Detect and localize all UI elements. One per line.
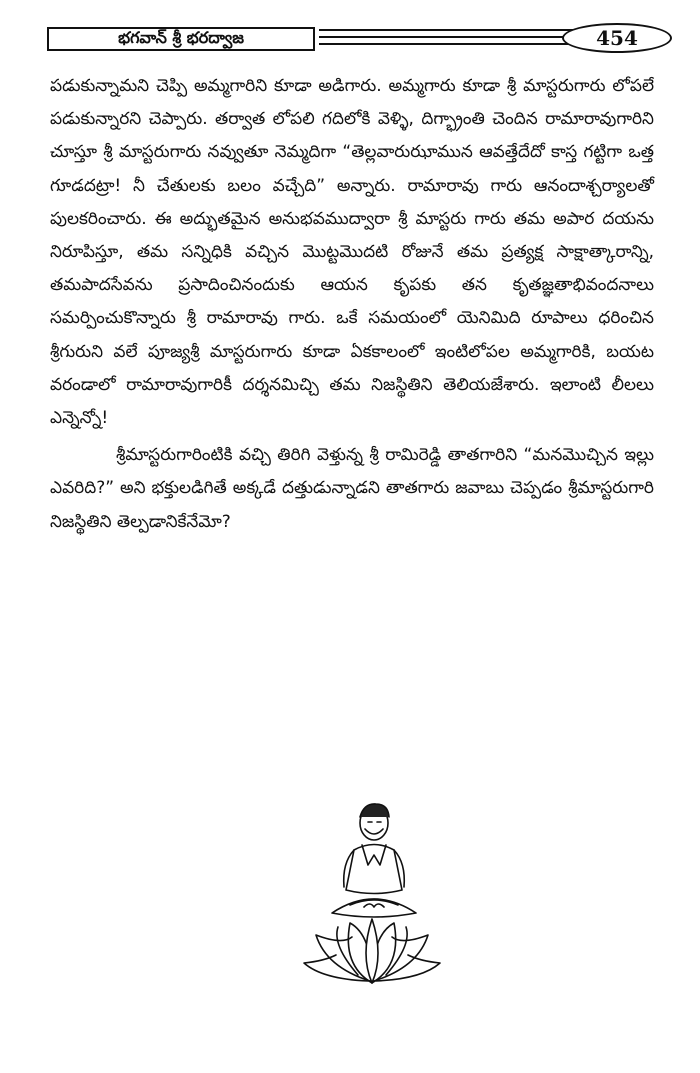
page-number: 454 (562, 23, 672, 53)
page-body (50, 70, 654, 539)
paragraph-1: పడుకున్నామని చెప్పి అమ్మగారిని కూడా అడిగారు. అమ్మగారు కూడా శ్రీ మాస్టరుగారు లోపలే పడుకున్నారని చెప్పారు. తర్వాత లోపలి గదిలోకి వెళ్ళి, దిగ్భ్రాంతి చెందిన రామారావుగారిని చూస్తూ శ్రీ మాస్టరుగారు నవ్వుతూ నెమ్మదిగా “తెల్లవారుఝామున ఆవత్తేదేదో కాస్త గట్టిగా ఒత్త గూడదట్రా! నీ చేతులకు బలం వచ్చేది” అన్నారు. రామారావు గారు ఆనందాశ్చర్యాలతో పులకరించారు. ఈ అద్భుతమైన అనుభవముద్వారా శ్రీ మాస్టరు గారు తమ అపార దయను నిరూపిస్తూ, తమ సన్నిధికి వచ్చిన మొట్టమొదటి రోజునే తమ ప్రత్యక్ష సాక్షాత్కారాన్ని, తమపాదసేవను ప్రసాదించినందుకు ఆయన కృపకు తన కృతజ్ఞతాభివందనాలు సమర్పించుకొన్నారు శ్రీ రామారావు గారు. ఒకే సమయంలో యెనిమిది రూపాలు ధరించిన శ్రీగురుని వలే పూజ్యశ్రీ మాస్టరుగారు కూడా ఏకకాలంలో ఇంటిలోపల అమ్మగారికి, బయట వరండాలో రామారావుగారికీ దర్శనమిచ్చి తమ నిజస్థితిని తెలియజేశారు. ఇలాంటి లీలలు ఎన్నెన్నో! (50, 76, 654, 429)
page-header (47, 27, 647, 55)
running-title: భగవాన్ శ్రీ భరద్వాజ (47, 27, 315, 51)
paragraph-2: శ్రీమాస్టరుగారింటికి వచ్చి తిరిగి వెళ్తున్న శ్రీ రామిరెడ్డి తాతగారిని “మనమొచ్చిన ఇల్లు ఎవరిది?” అని భక్తులడిగితే అక్కడే దత్తుడున్నాడని తాతగారు జవాబు చెప్పడం శ్రీమాస్టరుగారి నిజస్థితిని తెల్పడానికేనేమో? (50, 445, 654, 532)
meditating-master-illustration (302, 795, 442, 985)
